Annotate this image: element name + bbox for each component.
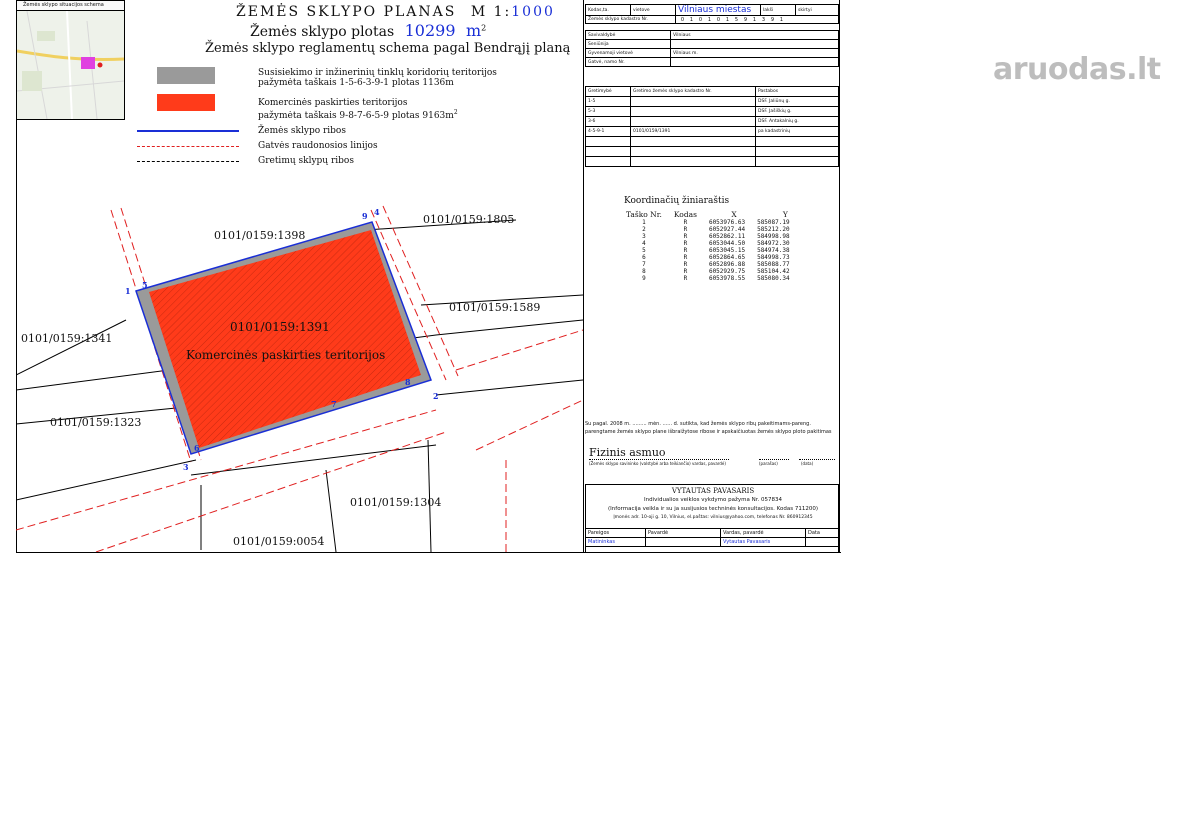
plan-scale-value: 1000 — [511, 4, 555, 20]
addr-label: Seniūnija — [586, 40, 671, 49]
tb-place-label: vietove — [631, 5, 676, 16]
table-row — [620, 219, 796, 226]
coord-cell: 6052896.88 — [708, 261, 746, 268]
legend-commercial-line1: Komercinės paskirties teritorijos — [258, 98, 408, 108]
addr-label: Savivaldybė — [586, 31, 671, 40]
coord-cell: 585080.34 — [757, 275, 790, 282]
table-row — [620, 233, 796, 240]
coordinates-title: Koordinačių žiniaraštis — [624, 196, 730, 206]
cad-digit: 1 — [725, 16, 730, 23]
coord-cell: R — [683, 268, 688, 275]
footer-role: Matininkas — [586, 538, 646, 547]
point-label-2: 2 — [433, 391, 439, 401]
tb-cadastre-label: Žemės sklypo kadastro Nr. — [586, 16, 676, 24]
area-unit-superscript: 2 — [481, 23, 487, 33]
sheet-divider — [583, 0, 584, 552]
main-parcel-number: 0101/0159:1391 — [230, 320, 330, 334]
coord-header: Taško Nr. — [626, 210, 662, 219]
coord-cell: 584998.98 — [757, 233, 790, 240]
legend-corridor-line1: Susisiekimo ir inžinerinių tinklų koridorių teritorijos — [258, 68, 497, 78]
coord-cell: 8 — [642, 268, 646, 275]
srv-cell: DSF. Jaliūnų g. — [756, 97, 839, 107]
area-label: Žemės sklypo plotas — [250, 24, 395, 40]
tb-cadastre-digits — [676, 16, 839, 24]
srv-header: Gretimybė — [586, 87, 631, 97]
statement-line2: parengtame žemės sklypo plane išbraižytose ribose ir apskaičiuotas žemės sklypo ploto pakitimas — [585, 429, 832, 435]
srv-cell — [631, 107, 756, 117]
cad-digit: 1 — [689, 16, 694, 23]
tb-code: Kodas,ta. — [586, 5, 631, 16]
coord-cell: 4 — [642, 240, 646, 247]
point-label-8: 8 — [405, 377, 411, 387]
srv-cell — [756, 157, 839, 167]
legend-item-red-lines: Gatvės raudonosios linijos — [258, 141, 378, 151]
date-line — [799, 459, 835, 460]
table-row — [620, 261, 796, 268]
srv-cell — [631, 97, 756, 107]
statement-line1: Su pagal. 2008 m. ......... mėn. ...... d. sutikta, kad žemės sklypo ribų pakeitimams-pareng. — [585, 421, 811, 427]
footer-header: Pavardė — [646, 529, 721, 538]
neighbor-parcel-1341: 0101/0159:1341 — [21, 332, 113, 345]
sheet-right-border — [839, 0, 840, 552]
point-label-5: 5 — [142, 280, 148, 290]
coord-cell: 6053978.55 — [708, 275, 746, 282]
legend-superscript: 2 — [453, 109, 458, 116]
sign-line — [759, 459, 789, 460]
srv-cell: DSF. Antakalnių g. — [756, 117, 839, 127]
point-label-3: 3 — [183, 462, 189, 472]
srv-cell — [631, 117, 756, 127]
addr-label: Gyvenamoji vietovė — [586, 49, 671, 58]
cad-digit: 3 — [761, 16, 766, 23]
srv-cell — [631, 147, 756, 157]
legend-swatch-corridor — [157, 67, 215, 84]
tb-sheets: skirtyi — [796, 5, 839, 16]
cad-digit: 9 — [743, 16, 748, 23]
situation-map-icon — [17, 11, 124, 119]
person-caption: (Žemės sklypo savininko (valstybė arba teikiančio) vardas, pavardė) — [589, 461, 726, 466]
area-title — [250, 21, 486, 40]
cad-digit: 0 — [698, 16, 703, 23]
srv-cell: DSF. Jašiškių g. — [756, 107, 839, 117]
coord-cell: 6053045.15 — [708, 247, 746, 254]
table-row — [620, 247, 796, 254]
coord-cell: 7 — [642, 261, 646, 268]
srv-header: Gretimo žemės sklypo kadastro Nr. — [631, 87, 756, 97]
coord-cell: 1 — [642, 219, 646, 226]
footer-table — [585, 528, 839, 547]
srv-header: Pastabos — [756, 87, 839, 97]
sign-caption: (parašas) — [759, 461, 778, 466]
srv-cell — [586, 137, 631, 147]
author-company: (Informacija veikla ir su ja susijusios techninės konsultacijos. Kodas 711200) — [608, 506, 818, 512]
title-block — [585, 4, 839, 24]
coord-cell: 6052929.75 — [708, 268, 746, 275]
point-label-9: 9 — [362, 211, 368, 221]
footer-date — [806, 538, 839, 547]
legend-swatch-commercial — [157, 94, 215, 111]
addr-value — [671, 40, 839, 49]
aruodas-logo-text: aruodas.lt — [993, 52, 1161, 87]
plan-title — [236, 4, 555, 20]
cad-digit: 0 — [680, 16, 685, 23]
area-value: 10299 — [404, 21, 456, 40]
srv-cell: pa kadastrinių — [756, 127, 839, 137]
neighbor-parcel-1805: 0101/0159:1805 — [423, 213, 515, 226]
footer-header: Pareigos — [586, 529, 646, 538]
coord-cell: R — [683, 247, 688, 254]
table-row — [620, 226, 796, 233]
legend-line-neighbors — [137, 161, 239, 162]
point-label-6: 6 — [194, 443, 200, 453]
srv-cell — [631, 157, 756, 167]
tb-sheet: lakši — [761, 5, 796, 16]
srv-cell: 4-5-9-1 — [586, 127, 631, 137]
point-label-4: 4 — [374, 207, 380, 217]
point-label-7: 7 — [331, 399, 337, 409]
cad-digit: 1 — [707, 16, 712, 23]
legend-item-corridor — [258, 68, 497, 88]
coord-cell: 585088.77 — [757, 261, 790, 268]
date-caption: (data) — [801, 461, 814, 466]
neighbor-parcel-0054: 0101/0159:0054 — [233, 535, 325, 548]
srv-cell — [586, 157, 631, 167]
legend-commercial-line2: pažymėta taškais 9-8-7-6-5-9 plotas 9163m — [258, 111, 454, 121]
address-table — [585, 30, 839, 67]
table-row — [620, 254, 796, 261]
srv-cell: 3-6 — [586, 117, 631, 127]
table-row — [620, 240, 796, 247]
addr-label: Gatvė, namo Nr. — [586, 58, 671, 67]
coord-cell: 6052927.44 — [708, 226, 746, 233]
coord-cell: 584998.73 — [757, 254, 790, 261]
cad-digit: 1 — [752, 16, 757, 23]
inset-title: Žemės sklypo situacijos schema — [17, 1, 124, 11]
legend-line-boundary — [137, 130, 239, 132]
coord-cell: R — [683, 219, 688, 226]
coord-cell: R — [683, 261, 688, 268]
author-name: VYTAUTAS PAVASARIS — [671, 487, 755, 495]
coord-cell: R — [683, 275, 688, 282]
legend-item-commercial — [258, 98, 458, 121]
coord-cell: R — [683, 240, 688, 247]
coord-header: X — [731, 210, 737, 219]
person-label: Fizinis asmuo — [589, 446, 666, 459]
coord-header: Kodas — [673, 210, 697, 219]
situation-scheme-inset — [16, 0, 125, 120]
addr-value: Vilniaus — [671, 31, 839, 40]
aruodas-logo — [993, 52, 1161, 87]
legend-item-neighbors: Gretimų sklypų ribos — [258, 156, 354, 166]
coord-cell: 585104.42 — [757, 268, 790, 275]
neighbor-parcel-1323: 0101/0159:1323 — [50, 416, 142, 429]
cad-digit: 5 — [734, 16, 739, 23]
coord-cell: 6052862.11 — [708, 233, 746, 240]
coord-cell: 9 — [642, 275, 646, 282]
plan-title-text: ŽEMĖS SKLYPO PLANAS — [236, 4, 457, 20]
main-parcel-use: Komercinės paskirties teritorijos — [186, 348, 386, 362]
cad-digit: 0 — [716, 16, 721, 23]
coord-cell: 585212.20 — [757, 226, 790, 233]
table-row — [620, 268, 796, 275]
coord-cell: R — [683, 233, 688, 240]
coord-cell: 6053044.50 — [708, 240, 746, 247]
point-label-1: 1 — [125, 286, 131, 296]
cad-digit: 9 — [770, 16, 775, 23]
footer-header: Vardas, pavardė — [721, 529, 806, 538]
legend-line-red — [137, 146, 239, 147]
tb-city: Vilniaus miestas — [676, 5, 761, 16]
addr-value: Vilniaus m. — [671, 49, 839, 58]
coordinates-table — [620, 210, 796, 282]
neighbor-parcel-1398: 0101/0159:1398 — [214, 229, 306, 242]
area-unit: m — [465, 21, 482, 40]
servitude-table — [585, 86, 839, 167]
coord-cell: R — [683, 254, 688, 261]
author-license: Individualios veiklos vykdymo pažyma Nr. 057834 — [644, 497, 782, 503]
coord-cell: 585087.19 — [757, 219, 790, 226]
person-signature-line — [589, 459, 729, 460]
author-address: Įmonės adr. 10-oji g. 10, Vilnius, el.paštas: vilnius@yahoo.com, telefonas Nr. 860912345 — [613, 515, 813, 520]
coord-cell: R — [683, 226, 688, 233]
srv-cell: 1-5 — [586, 97, 631, 107]
coord-cell: 584972.30 — [757, 240, 790, 247]
plan-scale-label: M 1: — [470, 4, 512, 20]
coord-cell: 6052864.65 — [708, 254, 746, 261]
srv-cell: 5-3 — [586, 107, 631, 117]
coord-cell: 584974.38 — [757, 247, 790, 254]
addr-value — [671, 58, 839, 67]
srv-cell — [756, 147, 839, 157]
coord-cell: 5 — [642, 247, 646, 254]
neighbor-parcel-1304: 0101/0159:1304 — [350, 496, 442, 509]
srv-cell — [586, 147, 631, 157]
legend-item-boundary: Žemės sklypo ribos — [258, 126, 346, 136]
cad-digit: 1 — [779, 16, 784, 23]
coord-header: Y — [782, 210, 788, 219]
footer-person: Vytautas Pavasaris — [721, 538, 806, 547]
plan-subtitle: Žemės sklypo reglamentų schema pagal Bendrąjį planą — [205, 41, 571, 56]
footer-header: Data — [806, 529, 839, 538]
srv-cell: 0101/0159/1391 — [631, 127, 756, 137]
coord-cell: 6 — [642, 254, 646, 261]
srv-cell — [631, 137, 756, 147]
coord-cell: 6053976.63 — [708, 219, 746, 226]
coord-cell: 3 — [642, 233, 646, 240]
srv-cell — [756, 137, 839, 147]
legend-corridor-line2: pažymėta taškais 1-5-6-3-9-1 plotas 1136m — [258, 78, 454, 88]
neighbor-parcel-1589: 0101/0159:1589 — [449, 301, 541, 314]
table-row — [620, 275, 796, 282]
coord-cell: 2 — [642, 226, 646, 233]
footer-signature — [646, 538, 721, 547]
